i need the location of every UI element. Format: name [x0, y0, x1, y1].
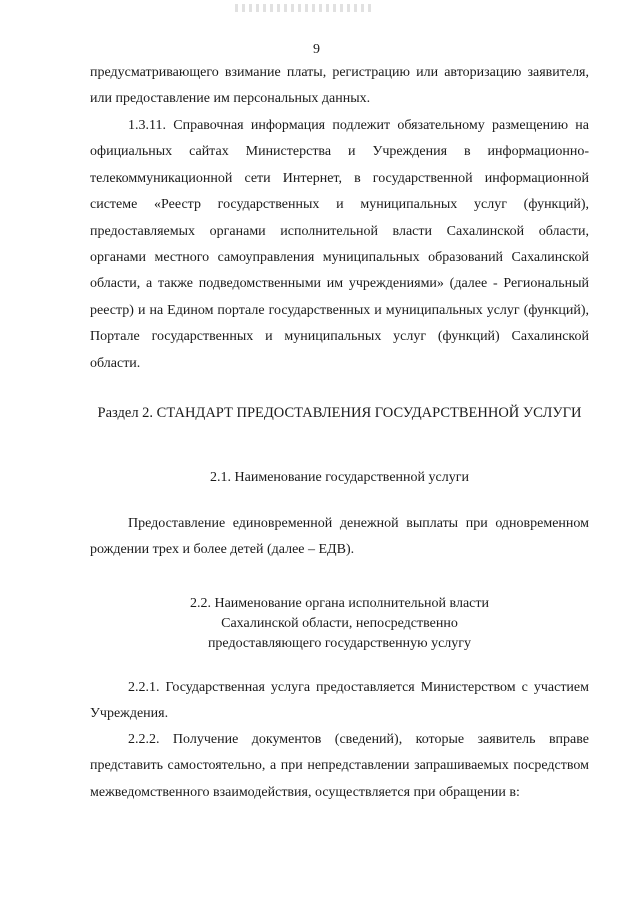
scan-artifact: [235, 4, 375, 12]
paragraph-continuation: предусматривающего взимание платы, регистрацию или авторизацию заявителя, или предоставление им персональных данных.: [90, 65, 589, 107]
subsection-heading-2-1: 2.1. Наименование государственной услуги: [210, 470, 469, 485]
section-heading: Раздел 2. СТАНДАРТ ПРЕДОСТАВЛЕНИЯ ГОСУДАРСТВЕННОЙ УСЛУГИ: [97, 405, 582, 421]
page-number: 9: [313, 42, 320, 57]
subsection-heading-2-2-line-3: предоставляющего государственную услугу: [207, 636, 472, 651]
paragraph-1-3-11: 1.3.11. Справочная информация подлежит обязательному размещению на официальных сайтах Министерства и Учреждения в информационно-телекоммуникационной сети Интернет, в государственной информационной системе «Реестр государственных и муниципальных услуг (функций), предоставляемых органами исполнительной власти Сахалинской области, органами местного самоуправления муниципальных образований Сахалинской области, а также подведомственными им учреждениями» (далее - Региональный реестр) и на Едином портале государственных и муниципальных услуг (функций), Портале государственных и муниципальных услуг (функций) Сахалинской области.: [90, 118, 589, 371]
paragraph-service-name: Предоставление единовременной денежной выплаты при одновременном рождении трех и более детей (далее – ЕДВ).: [90, 516, 589, 558]
subsection-heading-2-2-line-2: Сахалинской области, непосредственно: [221, 616, 458, 631]
paragraph-2-2-1: 2.2.1. Государственная услуга предоставляется Министерством с участием Учреждения.: [90, 680, 589, 722]
subsection-heading-2-2-line-1: 2.2. Наименование органа исполнительной власти: [189, 596, 489, 611]
paragraph-2-2-2: 2.2.2. Получение документов (сведений), которые заявитель вправе представить самостоятельно, а при непредставлении запрашиваемых посредством межведомственного взаимодействия, осуществляется при обращении в:: [90, 732, 589, 800]
